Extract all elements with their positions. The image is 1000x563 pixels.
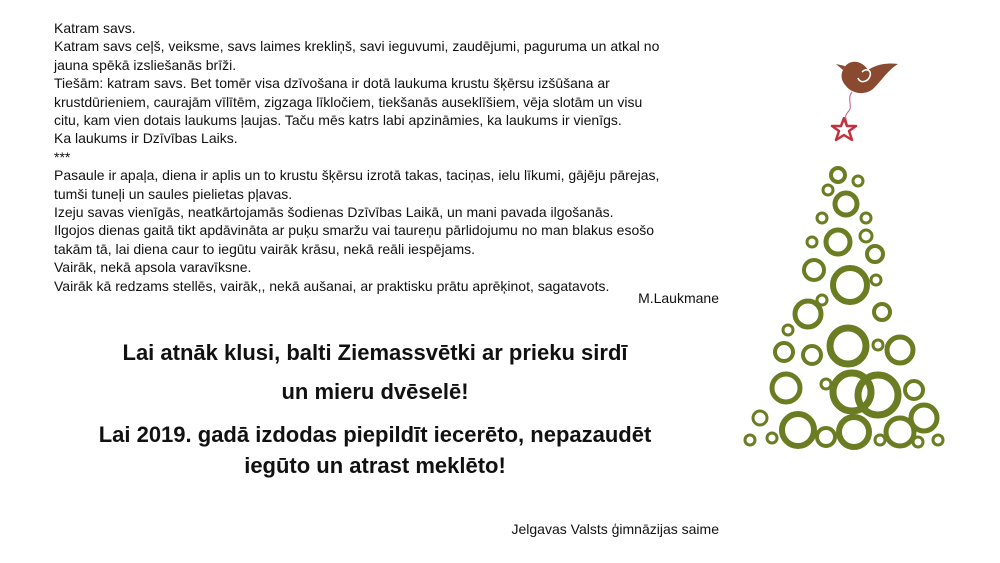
poem-separator: ***	[54, 148, 71, 165]
poem-line: takām tā, lai diena caur to iegūtu vairāk krāsu, nekā reāli iespējams.	[54, 240, 475, 257]
poem-line: Izeju savas vienīgās, neatkārtojamās šodienas Dzīvības Laikā, un mani pavada ilgošanās.	[54, 204, 614, 221]
poem-line: tumši tuneļi un saules pielietas pļavas.	[54, 185, 293, 202]
tree-ring-decoration	[858, 375, 898, 415]
tree-ring-decoration	[817, 213, 827, 223]
poem-line: Ka laukums ir Dzīvības Laiks.	[54, 130, 238, 147]
tree-ring-decoration	[753, 411, 767, 425]
greeting-line-3: Lai 2019. gadā izdodas piepildīt iecerēto, nepazaudēt	[98, 422, 652, 447]
tree-ring-decoration	[871, 275, 881, 285]
tree-ring-decoration	[831, 168, 845, 182]
poem-line: Vairāk, nekā apsola varavīksne.	[54, 259, 252, 276]
tree-ring-decoration	[933, 435, 943, 445]
tree-ring-decoration	[887, 337, 913, 363]
poem-line: Vairāk kā redzams stellēs, vairāk,, nekā aušanai, ar praktisku prātu aprēķinot, sagatavots.	[54, 277, 610, 294]
tree-ring-decoration	[911, 405, 937, 431]
tree-ring-decoration	[867, 246, 883, 262]
christmas-tree-illustration	[730, 40, 970, 460]
tree-ring-decoration	[830, 328, 866, 364]
signature: Jelgavas Valsts ģimnāzijas saime	[511, 521, 719, 537]
tree-ring-decoration	[835, 193, 857, 215]
greeting-line-4: iegūto un atrast meklēto!	[244, 453, 506, 478]
tree-ring-decoration	[913, 437, 923, 447]
tree-ring-decoration	[861, 213, 871, 223]
tree-ring-decoration	[767, 433, 777, 443]
tree-ring-decoration	[823, 185, 833, 195]
poem-line: Ilgojos dienas gaitā tikt apdāvināta ar puķu smaržu vai taureņu pārlidojumu no man blakus esošo	[54, 222, 655, 239]
poem-line: Katram savs.	[54, 20, 136, 36]
tree-ring-decoration	[873, 340, 883, 350]
tree-ring-decoration	[826, 230, 850, 254]
tree-ring-decoration	[905, 381, 923, 399]
tree-ring-decoration	[833, 268, 867, 302]
poem-author: M.Laukmane	[638, 290, 719, 306]
poem-line: citu, kam vien dotais laukums ļaujas. Taču mēs katrs labi apzināmies, ka laukums ir vienīgs.	[54, 112, 622, 129]
poem-line: jauna spēkā izsliešanās brīži.	[54, 56, 237, 73]
tree-ring-decoration	[803, 346, 821, 364]
tree-ring-decoration	[782, 414, 814, 446]
greeting-line-2: un mieru dvēselē!	[281, 379, 469, 404]
bird-icon	[836, 62, 898, 93]
tree-ring-decoration	[795, 301, 821, 327]
tree-ring-decoration	[821, 379, 831, 389]
tree-ring-decoration	[875, 435, 885, 445]
tree-ring-decoration	[772, 374, 800, 402]
tree-ring-decoration	[775, 343, 793, 361]
tree-ring-decoration	[745, 435, 755, 445]
tree-ring-decoration	[783, 325, 793, 335]
tree-ring-decoration	[817, 428, 835, 446]
poem-line: krustdūrieniem, caurajām vīlītēm, zigzaga līkločiem, tiekšanās auseklīšiem, vēja slotām un visu	[54, 93, 643, 110]
poem-text	[54, 19, 724, 295]
tree-ring-decoration	[807, 237, 817, 247]
greeting-line-1: Lai atnāk klusi, balti Ziemassvētki ar prieku sirdī	[122, 340, 628, 365]
tree-ring-decoration	[874, 304, 890, 320]
poem-line: Katram savs ceļš, veiksme, savs laimes krekliņš, savi ieguvumi, zaudējumi, paguruma un atkal no	[54, 38, 660, 55]
poem-line: Tiešām: katram savs. Bet tomēr visa dzīvošana ir dotā laukuma krustu šķērsu izšūšana ar	[54, 75, 610, 92]
tree-ring-decoration	[839, 417, 869, 447]
poem-line: Pasaule ir apaļa, diena ir aplis un to krustu šķērsu izrotā takas, taciņas, ielu līkumi, gājēju pārejas,	[54, 167, 660, 184]
tree-ring-decoration	[804, 260, 824, 280]
tree-ring-decoration	[853, 176, 863, 186]
tree-ring-decoration	[860, 230, 872, 242]
star-ornament-icon	[832, 118, 856, 140]
